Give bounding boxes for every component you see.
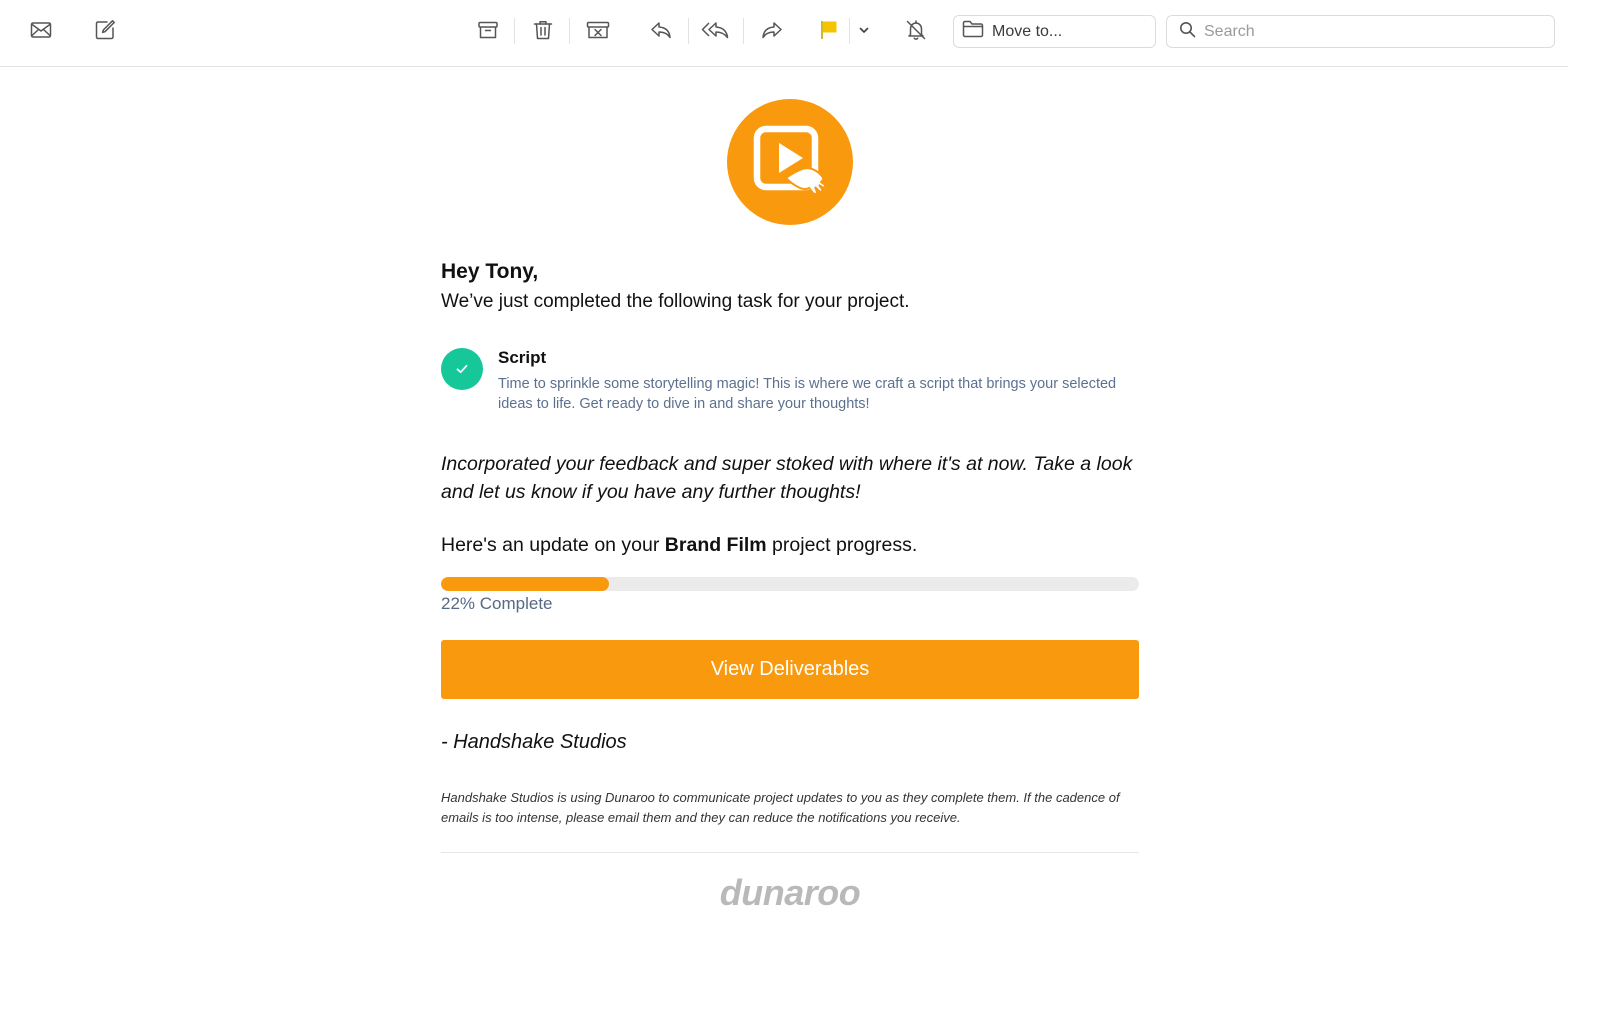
task-complete-badge: [441, 348, 483, 390]
greeting: Hey Tony,: [441, 260, 539, 283]
mute-bell-icon[interactable]: [900, 14, 932, 46]
forward-icon[interactable]: [756, 14, 788, 46]
task-description: Time to sprinkle some storytelling magic! This is where we craft a script that brings your selected ideas to life. Get ready to dive in and share your thoughts!: [498, 376, 1117, 412]
dunaroo-logo: dunaroo: [719, 872, 861, 913]
reply-icon[interactable]: [645, 14, 677, 46]
progress-label: 22% Complete: [441, 594, 553, 613]
folder-icon: [962, 20, 984, 43]
search-input[interactable]: [1204, 23, 1534, 41]
flag-icon[interactable]: [813, 14, 845, 46]
trash-icon[interactable]: [527, 14, 559, 46]
view-deliverables-button[interactable]: View Deliverables: [441, 640, 1139, 699]
progress-bar: [441, 577, 1139, 591]
task-title: Script: [498, 348, 547, 367]
move-to-dropdown[interactable]: [953, 15, 1156, 48]
handshake-studios-logo: [727, 99, 853, 225]
compose-icon[interactable]: [89, 14, 121, 46]
intro-text: We’ve just completed the following task for your project.: [441, 291, 910, 312]
move-to-label: Move to...: [992, 22, 1063, 40]
project-name: Brand Film: [664, 534, 767, 556]
mail-toolbar: [0, 0, 1568, 67]
video-hand-icon: [750, 122, 830, 202]
update-suffix: project progress.: [766, 534, 918, 556]
update-prefix: Here's an update on your: [441, 534, 665, 556]
search-field[interactable]: [1166, 15, 1555, 48]
footer-divider: [441, 852, 1139, 853]
junk-icon[interactable]: [582, 14, 614, 46]
progress-bar-fill: [441, 577, 609, 591]
reply-all-icon[interactable]: [700, 14, 732, 46]
progress-update-text: [441, 534, 917, 557]
disclaimer: Handshake Studios is using Dunaroo to communicate project updates to you as they complete them. If the cadence of emails is too intense, please email them and they can reduce the notifications you receive.: [441, 790, 1120, 825]
chevron-down-icon[interactable]: [851, 14, 877, 46]
mail-icon[interactable]: [25, 14, 57, 46]
feedback-message: Incorporated your feedback and super stoked with where it's at now. Take a look and let us know if you have any further thoughts!: [441, 453, 1133, 503]
archive-icon[interactable]: [472, 14, 504, 46]
signoff: - Handshake Studios: [441, 731, 627, 753]
search-icon: [1179, 21, 1196, 43]
checkmark-icon: [454, 361, 470, 377]
